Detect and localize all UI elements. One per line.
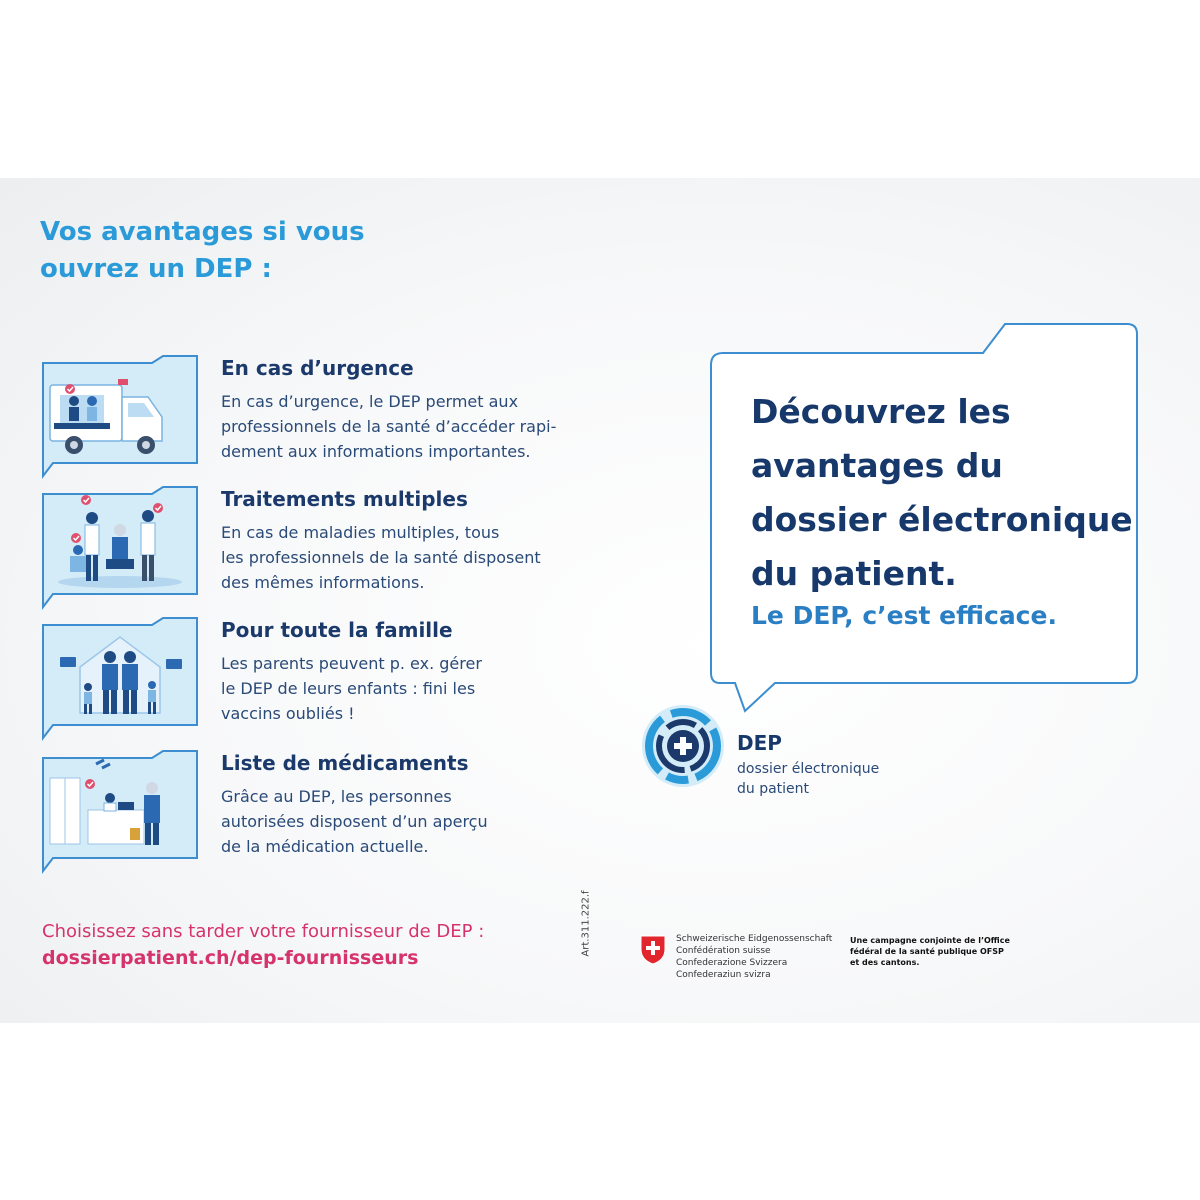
- cta-text: Choisissez sans tarder votre fournisseur de DEP :: [42, 921, 485, 942]
- speech-bubble: [705, 323, 1142, 713]
- benefit-text-line: dement aux informations importantes.: [221, 442, 531, 461]
- confederation-name: Confédération suisse: [676, 946, 771, 956]
- dep-cross-icon: [640, 703, 726, 789]
- swiss-shield-icon: [640, 935, 666, 965]
- dep-logo-subtitle-line: du patient: [737, 781, 810, 797]
- benefit-text-line: autorisées disposent d’un aperçu: [221, 812, 488, 831]
- campaign-note-line: et des cantons.: [850, 958, 920, 967]
- benefit-text-line: En cas de maladies multiples, tous: [221, 523, 500, 542]
- family-illustration-icon: [40, 617, 200, 742]
- benefit-text-line: professionnels de la santé d’accéder rapi-: [221, 417, 557, 436]
- benefit-text: [221, 784, 488, 859]
- campaign-note: [850, 935, 1010, 968]
- campaign-note-line: Une campagne conjointe de l’Office: [850, 936, 1010, 945]
- article-number: [578, 878, 594, 968]
- benefit-text: [221, 520, 541, 595]
- bubble-heading-line: dossier électronique: [751, 500, 1133, 539]
- dep-logo: [640, 703, 940, 797]
- benefit-text-line: le DEP de leurs enfants : fini les: [221, 679, 476, 698]
- dep-logo-subtitle: [737, 759, 879, 799]
- confederation-name: Confederazione Svizzera: [676, 958, 788, 968]
- benefit-multiple-treatments: [40, 486, 580, 611]
- swiss-confederation-mark: [640, 933, 840, 993]
- medical-team-illustration-icon: [40, 486, 200, 611]
- bubble-heading-line: avantages du: [751, 446, 1003, 485]
- campaign-note-line: fédéral de la santé publique OFSP: [850, 947, 1004, 956]
- benefit-title: Liste de médicaments: [221, 751, 469, 775]
- confederation-name: Schweizerische Eidgenossenschaft: [676, 934, 833, 944]
- bubble-tagline: Le DEP, c’est efficace.: [751, 601, 1057, 630]
- benefit-text-line: des mêmes informations.: [221, 573, 425, 592]
- benefit-emergency: [40, 355, 580, 480]
- headline-line-1: Vos avantages si vous: [40, 217, 365, 247]
- benefit-medication-list: [40, 750, 580, 875]
- dep-logo-name: DEP: [737, 731, 782, 755]
- benefit-text-line: Grâce au DEP, les personnes: [221, 787, 452, 806]
- benefit-text-line: les professionnels de la santé disposent: [221, 548, 541, 567]
- benefit-text: [221, 389, 556, 464]
- benefit-title: En cas d’urgence: [221, 356, 414, 380]
- benefit-text-line: de la médication actuelle.: [221, 837, 429, 856]
- benefit-text-line: Les parents peuvent p. ex. gérer: [221, 654, 482, 673]
- call-to-action: [42, 918, 484, 972]
- benefit-text-line: vaccins oubliés !: [221, 704, 355, 723]
- dep-logo-subtitle-line: dossier électronique: [737, 761, 880, 777]
- bubble-heading-line: du patient.: [751, 554, 957, 593]
- confederation-name: Confederaziun svizra: [676, 970, 771, 980]
- provider-link[interactable]: dossierpatient.ch/dep-fournisseurs: [42, 947, 419, 969]
- bubble-heading-line: Découvrez les: [751, 392, 1011, 431]
- ambulance-illustration-icon: [40, 355, 200, 480]
- benefit-family: [40, 617, 580, 742]
- headline: [40, 214, 365, 288]
- benefit-text: [221, 651, 482, 726]
- flyer-page: [0, 178, 1200, 1023]
- benefit-title: Traitements multiples: [221, 487, 468, 511]
- benefit-title: Pour toute la famille: [221, 618, 453, 642]
- pharmacy-illustration-icon: [40, 750, 200, 875]
- article-number-text: Art.311.222.f: [580, 890, 592, 957]
- bubble-heading: [751, 385, 1133, 601]
- confederation-names: [676, 933, 832, 981]
- headline-line-2: ouvrez un DEP :: [40, 254, 272, 284]
- benefit-text-line: En cas d’urgence, le DEP permet aux: [221, 392, 519, 411]
